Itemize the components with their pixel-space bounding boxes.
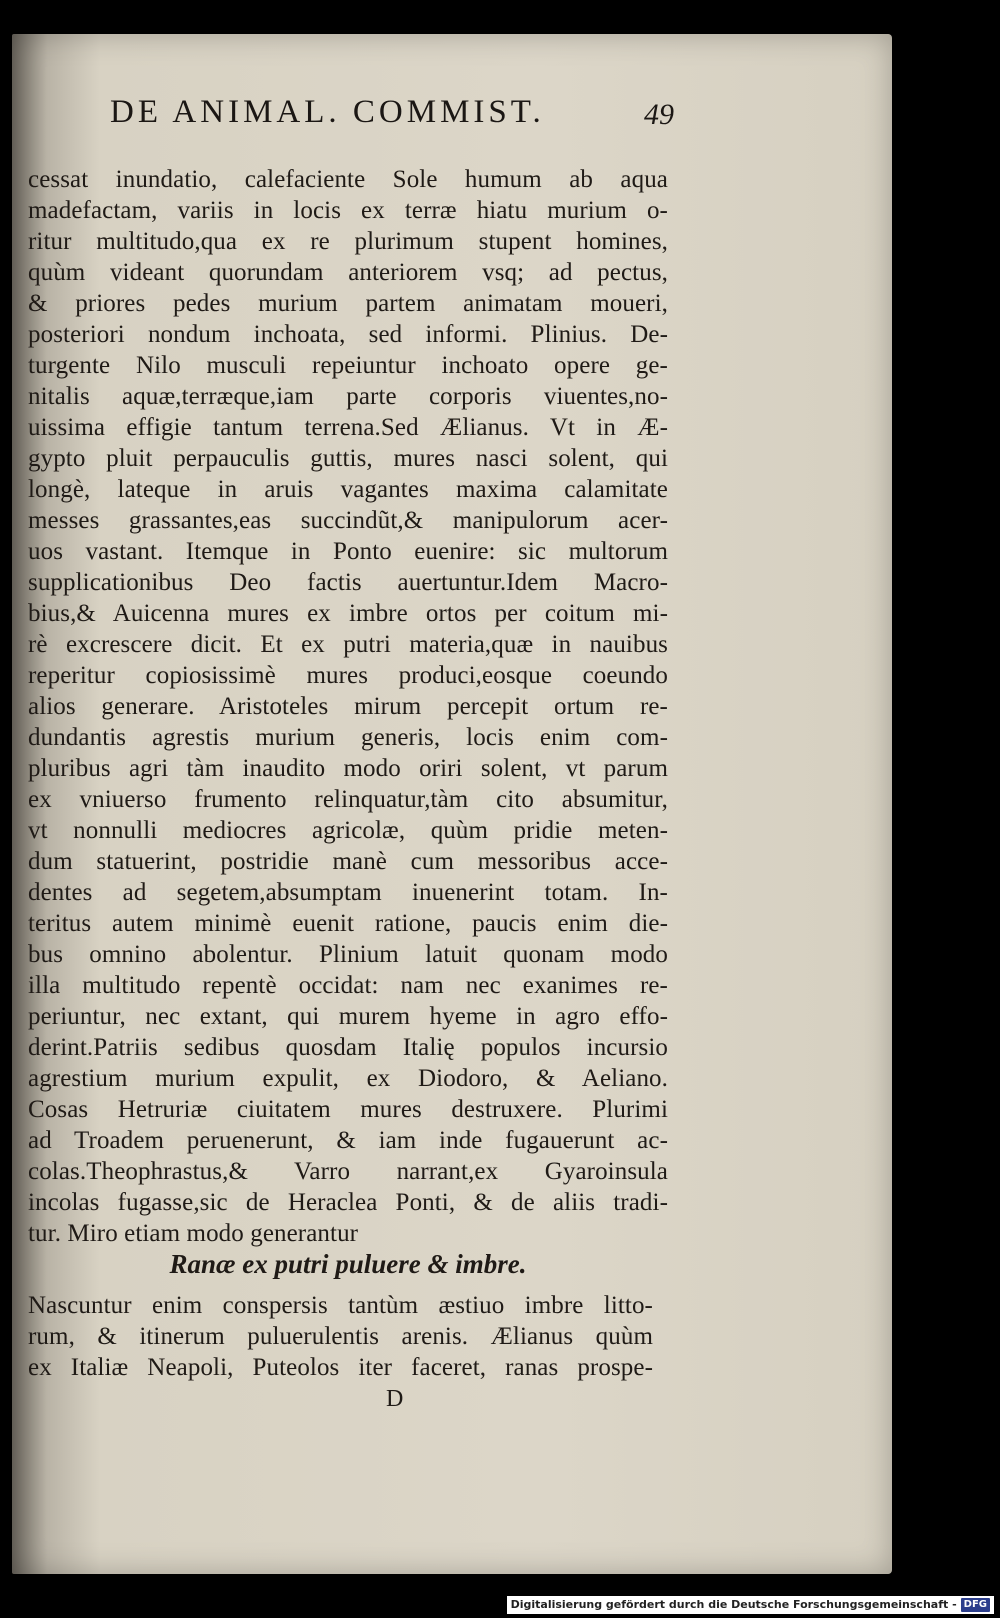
text-line: dundantis agrestis murium generis, locis enim com- xyxy=(28,724,668,751)
text-line: bus omnino abolentur. Plinium latuit quonam modo xyxy=(28,941,668,968)
text-line: ex Italiæ Neapoli, Puteolos iter faceret, ranas prospe- xyxy=(28,1354,653,1381)
text-line: agrestium murium expulit, ex Diodoro, & Aeliano. xyxy=(28,1065,668,1092)
text-line: gypto pluit perpauculis guttis, mures nasci solent, qui xyxy=(28,445,668,472)
text-line: dentes ad segetem,absumptam inuenerint totam. In- xyxy=(28,879,668,906)
credit-text: Digitalisierung gefördert durch die Deutsche Forschungsgemeinschaft - xyxy=(510,1598,957,1611)
text-line: colas.Theophrastus,& Varro narrant,ex Gyaroinsula xyxy=(28,1158,668,1185)
text-line: & priores pedes murium partem animatam moueri, xyxy=(28,290,668,317)
text-line: uos vastant. Itemque in Ponto euenire: sic multorum xyxy=(28,538,668,565)
text-line: rum, & itinerum puluerulentis arenis. Ælianus quùm xyxy=(28,1323,653,1350)
text-line: Cosas Hetruriæ ciuitatem mures destruxere. Plurimi xyxy=(28,1096,668,1123)
text-line: teritus autem minimè euenit ratione, paucis enim die- xyxy=(28,910,668,937)
dfg-logo: DFG xyxy=(961,1598,990,1612)
text-line: rè excrescere dicit. Et ex putri materia,quæ in nauibus xyxy=(28,631,668,658)
text-line: supplicationibus Deo factis auertuntur.Idem Macro- xyxy=(28,569,668,596)
body-text xyxy=(28,164,668,1279)
text-line: vt nonnulli mediocres agricolæ, quùm pridie meten- xyxy=(28,817,668,844)
text-line: alios generare. Aristoteles mirum percepit ortum re- xyxy=(28,693,668,720)
text-line: reperitur copiosissimè mures produci,eosque coeundo xyxy=(28,662,668,689)
text-line: quùm videant quorundam anteriorem vsq; ad pectus, xyxy=(28,259,668,286)
body-text-continued xyxy=(28,1290,653,1383)
text-line: messes grassantes,eas succindũt,& manipulorum acer- xyxy=(28,507,668,534)
text-line: cessat inundatio, calefaciente Sole humum ab aqua xyxy=(28,166,668,193)
text-line: bius,& Auicenna mures ex imbre ortos per coitum mi- xyxy=(28,600,668,627)
text-line: turgente Nilo musculi repeiuntur inchoato opere ge- xyxy=(28,352,668,379)
text-line: illa multitudo repentè occidat: nam nec exanimes re- xyxy=(28,972,668,999)
digitization-credit xyxy=(507,1596,994,1614)
text-line: madefactam, variis in locis ex terræ hiatu murium o- xyxy=(28,197,668,224)
text-line: nitalis aquæ,terræque,iam parte corporis viuentes,no- xyxy=(28,383,668,410)
page-number: 49 xyxy=(644,98,674,131)
text-line: pluribus agri tàm inaudito modo oriri solent, vt parum xyxy=(28,755,668,782)
text-line: ad Troadem peruenerunt, & iam inde fugauerunt ac- xyxy=(28,1127,668,1154)
text-line: dum statuerint, postridie manè cum messoribus acce- xyxy=(28,848,668,875)
text-line: posteriori nondum inchoata, sed informi. Plinius. De- xyxy=(28,321,668,348)
signature-mark: D xyxy=(386,1386,404,1412)
book-page xyxy=(12,34,892,1574)
running-title: DE ANIMAL. COMMIST. xyxy=(110,94,545,130)
text-line: ex vniuerso frumento relinquatur,tàm cito absumitur, xyxy=(28,786,668,813)
text-line: tur. Miro etiam modo generantur xyxy=(28,1220,359,1247)
text-line: longè, lateque in aruis vagantes maxima calamitate xyxy=(28,476,668,503)
text-line: Nascuntur enim conspersis tantùm æstiuo imbre litto- xyxy=(28,1292,653,1319)
text-line: derint.Patriis sedibus quosdam Italię populos incursio xyxy=(28,1034,668,1061)
text-line: uissima effigie tantum terrena.Sed Ælianus. Vt in Æ- xyxy=(28,414,668,441)
text-line: periuntur, nec extant, qui murem hyeme in agro effo- xyxy=(28,1003,668,1030)
section-subheading: Ranæ ex putri puluere & imbre. xyxy=(169,1249,527,1279)
text-line: incolas fugasse,sic de Heraclea Ponti, & de aliis tradi- xyxy=(28,1189,668,1216)
text-line: ritur multitudo,qua ex re plurimum stupent homines, xyxy=(28,228,668,255)
